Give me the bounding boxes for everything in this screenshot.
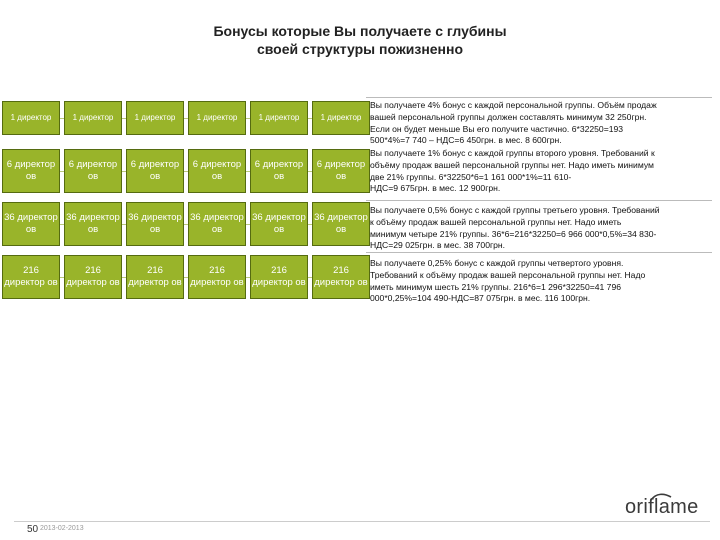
- director-cell: [64, 255, 122, 299]
- director-cell: [2, 101, 60, 135]
- director-cell: [250, 255, 308, 299]
- director-cell: [64, 202, 122, 246]
- director-cell-label: 216 директор ов: [314, 265, 368, 288]
- director-cell-label: 36 директор ов: [314, 212, 368, 235]
- director-cell-label: 6 директор ов: [192, 159, 242, 182]
- director-cell: [2, 149, 60, 193]
- level-1-description: Вы получаете 4% бонус с каждой персональной группы. Объём продаж вашей персональной группы должен составлять минимум 32 250грн. Если он будет меньше Вы его получите частично. 6*32250=193 500*4%=7 740 – НДС=6 450грн. в мес. 8 600грн.: [370, 100, 657, 146]
- director-cell: [250, 101, 308, 135]
- director-cell-label: 6 директор ов: [130, 159, 180, 182]
- director-cell-label: 36 директор ов: [190, 212, 244, 235]
- director-cell-label: 6 директор ов: [6, 159, 56, 182]
- director-cell: [250, 202, 308, 246]
- separator: [366, 200, 712, 201]
- separator: [366, 97, 712, 98]
- footer-date: 2013-02-2013: [40, 525, 84, 532]
- director-cell-label: 6 директор ов: [254, 159, 304, 182]
- director-cell: [126, 149, 184, 193]
- level-3-description: Вы получаете 0,5% бонус с каждой группы третьего уровня. Требований к объёму продаж вашей персональной группы нет. Надо иметь минимум четыре 21% группы. 36*6=216*32250=6 966 000*0,5%=34 830- НДС=29 025грн. в мес. 38 700грн.: [370, 205, 660, 251]
- director-cell-label: 6 директор ов: [68, 159, 118, 182]
- director-cell-label: 36 директор ов: [4, 212, 58, 235]
- director-cell: [2, 202, 60, 246]
- director-cell-label: 216 директор ов: [128, 265, 182, 288]
- footer-rule: [14, 521, 710, 522]
- director-cell: [312, 149, 370, 193]
- level-2-description: Вы получаете 1% бонус с каждой группы второго уровня. Требований к объёму продаж вашей персональной группы нет. Надо иметь минимум две 21% группы. 6*32250*6=1 161 000*1%=11 610- НДС=9 675грн. в мес. 12 900грн.: [370, 148, 655, 194]
- director-cell-label: 1 директор: [10, 113, 52, 122]
- director-cell: [2, 255, 60, 299]
- director-cell-label: 1 директор: [72, 113, 114, 122]
- director-cell-label: 1 директор: [320, 113, 362, 122]
- slide-title: [150, 22, 570, 58]
- director-cell: [188, 255, 246, 299]
- director-cell: [188, 149, 246, 193]
- director-cell: [250, 149, 308, 193]
- director-cell: [64, 149, 122, 193]
- page-number: 50: [27, 524, 39, 535]
- director-cell-label: 6 директор ов: [316, 159, 366, 182]
- director-cell: [188, 202, 246, 246]
- director-cell-label: 216 директор ов: [66, 265, 120, 288]
- director-cell-label: 36 директор ов: [66, 212, 120, 235]
- director-cell-label: 36 директор ов: [252, 212, 306, 235]
- title-line-1: Бонусы которые Вы получаете с глубины: [213, 23, 507, 39]
- director-cell-label: 1 директор: [134, 113, 176, 122]
- director-cell-label: 216 директор ов: [190, 265, 244, 288]
- director-cell: [64, 101, 122, 135]
- director-cell: [126, 101, 184, 135]
- title-line-2: своей структуры пожизненно: [256, 41, 464, 57]
- director-cell-label: 1 директор: [258, 113, 300, 122]
- director-cell-label: 36 директор ов: [128, 212, 182, 235]
- director-cell-label: 216 директор ов: [252, 265, 306, 288]
- director-cell-label: 216 директор ов: [4, 265, 58, 288]
- director-cell: [188, 101, 246, 135]
- director-cell: [312, 202, 370, 246]
- director-cell: [312, 101, 370, 135]
- director-cell: [126, 202, 184, 246]
- brand-logo: oriflame: [625, 496, 699, 518]
- director-cell: [126, 255, 184, 299]
- director-cell: [312, 255, 370, 299]
- level-4-description: Вы получаете 0,25% бонус с каждой группы четвертого уровня. Требований к объёму продаж вашей персональной группы нет. Надо иметь минимум шесть 21% группы. 216*6=1 296*32250=41 796 000*0,25%=104 490-НДС=87 075грн. в мес. 116 100грн.: [370, 258, 646, 304]
- director-cell-label: 1 директор: [196, 113, 238, 122]
